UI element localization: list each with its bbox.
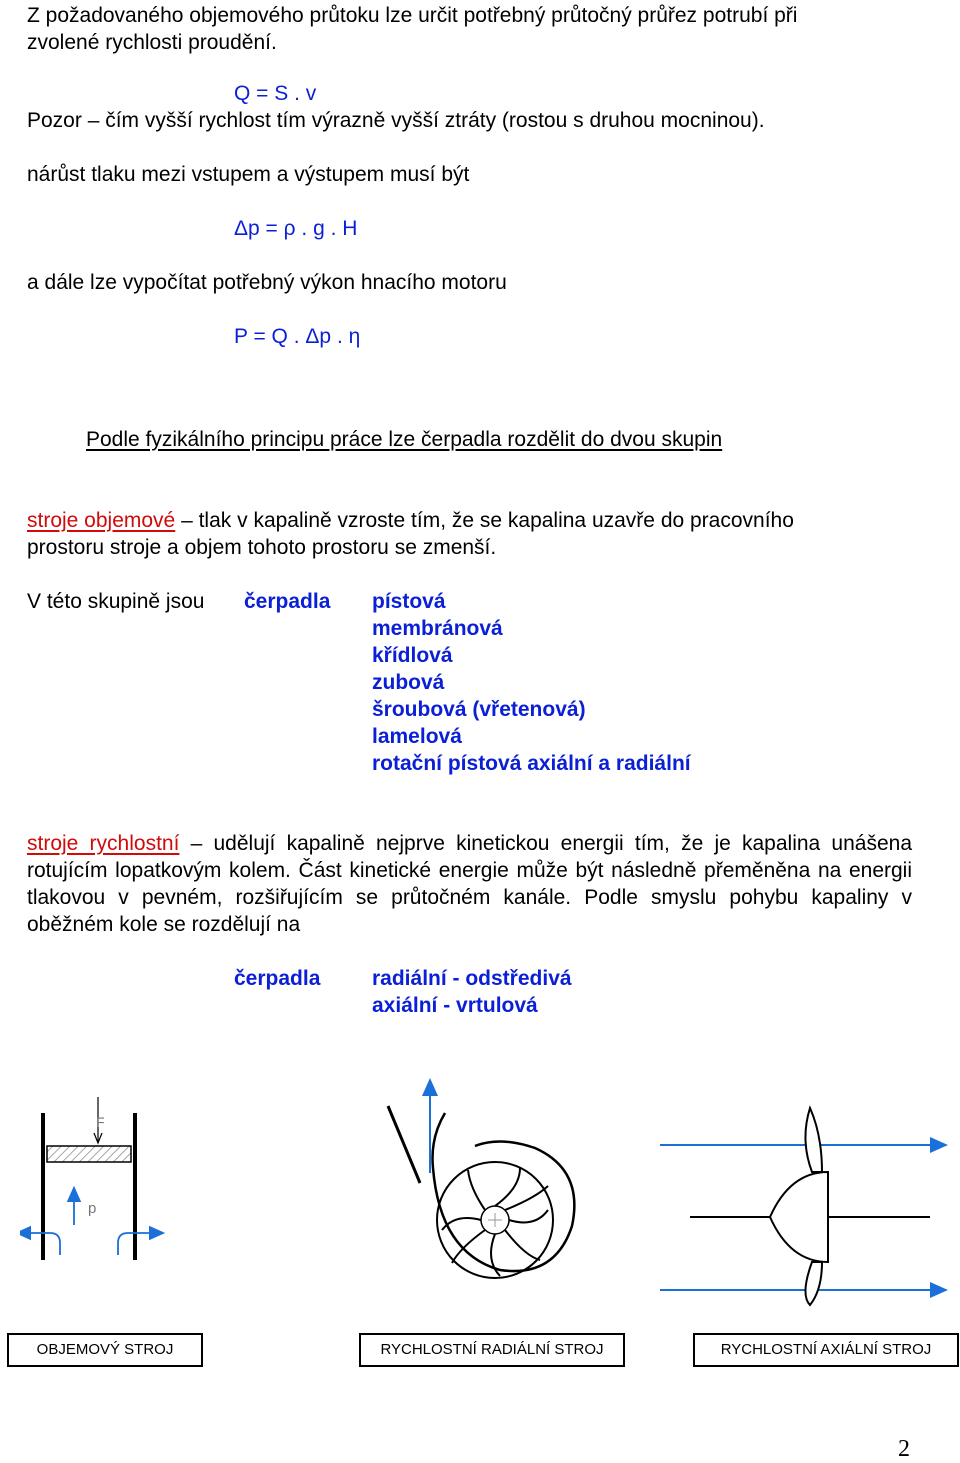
radial-machine-figure	[370, 1078, 580, 1308]
volumetric-machine-figure	[20, 1085, 220, 1285]
list-item: křídlová	[372, 644, 453, 667]
list-item: radiální - odstředivá	[372, 967, 572, 990]
formula-pressure: Δp = ρ . g . H	[234, 217, 358, 240]
caption-radial: RYCHLOSTNÍ RADIÁLNÍ STROJ	[359, 1333, 625, 1367]
volumetric-group-prefix: V této skupině jsou	[27, 590, 205, 613]
dynamic-group-label: čerpadla	[234, 967, 321, 990]
section-heading: Podle fyzikálního principu práce lze čerpadla rozdělit do dvou skupin	[86, 428, 723, 451]
formula-flow: Q = S . v	[234, 82, 317, 105]
caption-axial: RYCHLOSTNÍ AXIÁLNÍ STROJ	[693, 1333, 959, 1367]
list-item: rotační pístová axiální a radiální	[372, 752, 691, 775]
piston	[47, 1146, 131, 1162]
force-label: F	[96, 1114, 105, 1130]
intro-line-2: zvolené rychlosti proudění.	[27, 31, 277, 54]
volumetric-group-label: čerpadla	[244, 590, 331, 613]
volumetric-term: stroje objemové	[27, 509, 176, 532]
power-text: a dále lze vypočítat potřebný výkon hnacího motoru	[27, 271, 507, 294]
list-item: membránová	[372, 617, 503, 640]
page-number: 2	[898, 1436, 910, 1462]
propeller-blade-bottom	[805, 1262, 822, 1305]
axial-machine-figure	[650, 1100, 950, 1310]
dynamic-term: stroje rychlostní	[27, 832, 180, 855]
list-item: pístová	[372, 590, 446, 613]
outlet-flow-arrow	[118, 1233, 158, 1255]
dynamic-paragraph	[27, 830, 912, 938]
list-item: axiální - vrtulová	[372, 994, 538, 1017]
dynamic-types-list	[372, 965, 572, 1019]
volumetric-line-2: prostoru stroje a objem tohoto prostoru se zmenší.	[27, 536, 497, 559]
dynamic-description: – udělují kapalině nejprve kinetickou energii tím, že je kapalina unášena rotujícím lopatkovým kolem. Část kinetické energie může být následně přeměněna na energii tlakovou v pevném, rozšiřujícím se průtočném kanále. Podle smyslu pohybu kapaliny v oběžném kole se rozdělují na	[27, 832, 912, 936]
volute-casing	[433, 1113, 575, 1271]
propeller-blade-top	[805, 1108, 822, 1172]
list-item: lamelová	[372, 725, 462, 748]
caption-volumetric: OBJEMOVÝ STROJ	[7, 1333, 203, 1367]
volute-tongue	[388, 1106, 420, 1183]
list-item: šroubová (vřetenová)	[372, 698, 586, 721]
pressure-text: nárůst tlaku mezi vstupem a výstupem musí být	[27, 163, 470, 186]
intro-line-1: Z požadovaného objemového průtoku lze určit potřebný průtočný průřez potrubí při	[27, 4, 798, 27]
list-item: zubová	[372, 671, 445, 694]
formula-power: P = Q . Δp . η	[234, 325, 361, 348]
pressure-label: p	[88, 1200, 97, 1217]
warning-text: Pozor – čím vyšší rychlost tím výrazně vyšší ztráty (rostou s druhou mocninou).	[27, 109, 765, 132]
propeller-hub	[770, 1172, 828, 1262]
volumetric-types-list	[372, 588, 691, 777]
volumetric-line-1	[27, 507, 794, 534]
volumetric-description: – tlak v kapalině vzroste tím, že se kapalina uzavře do pracovního	[175, 509, 794, 532]
